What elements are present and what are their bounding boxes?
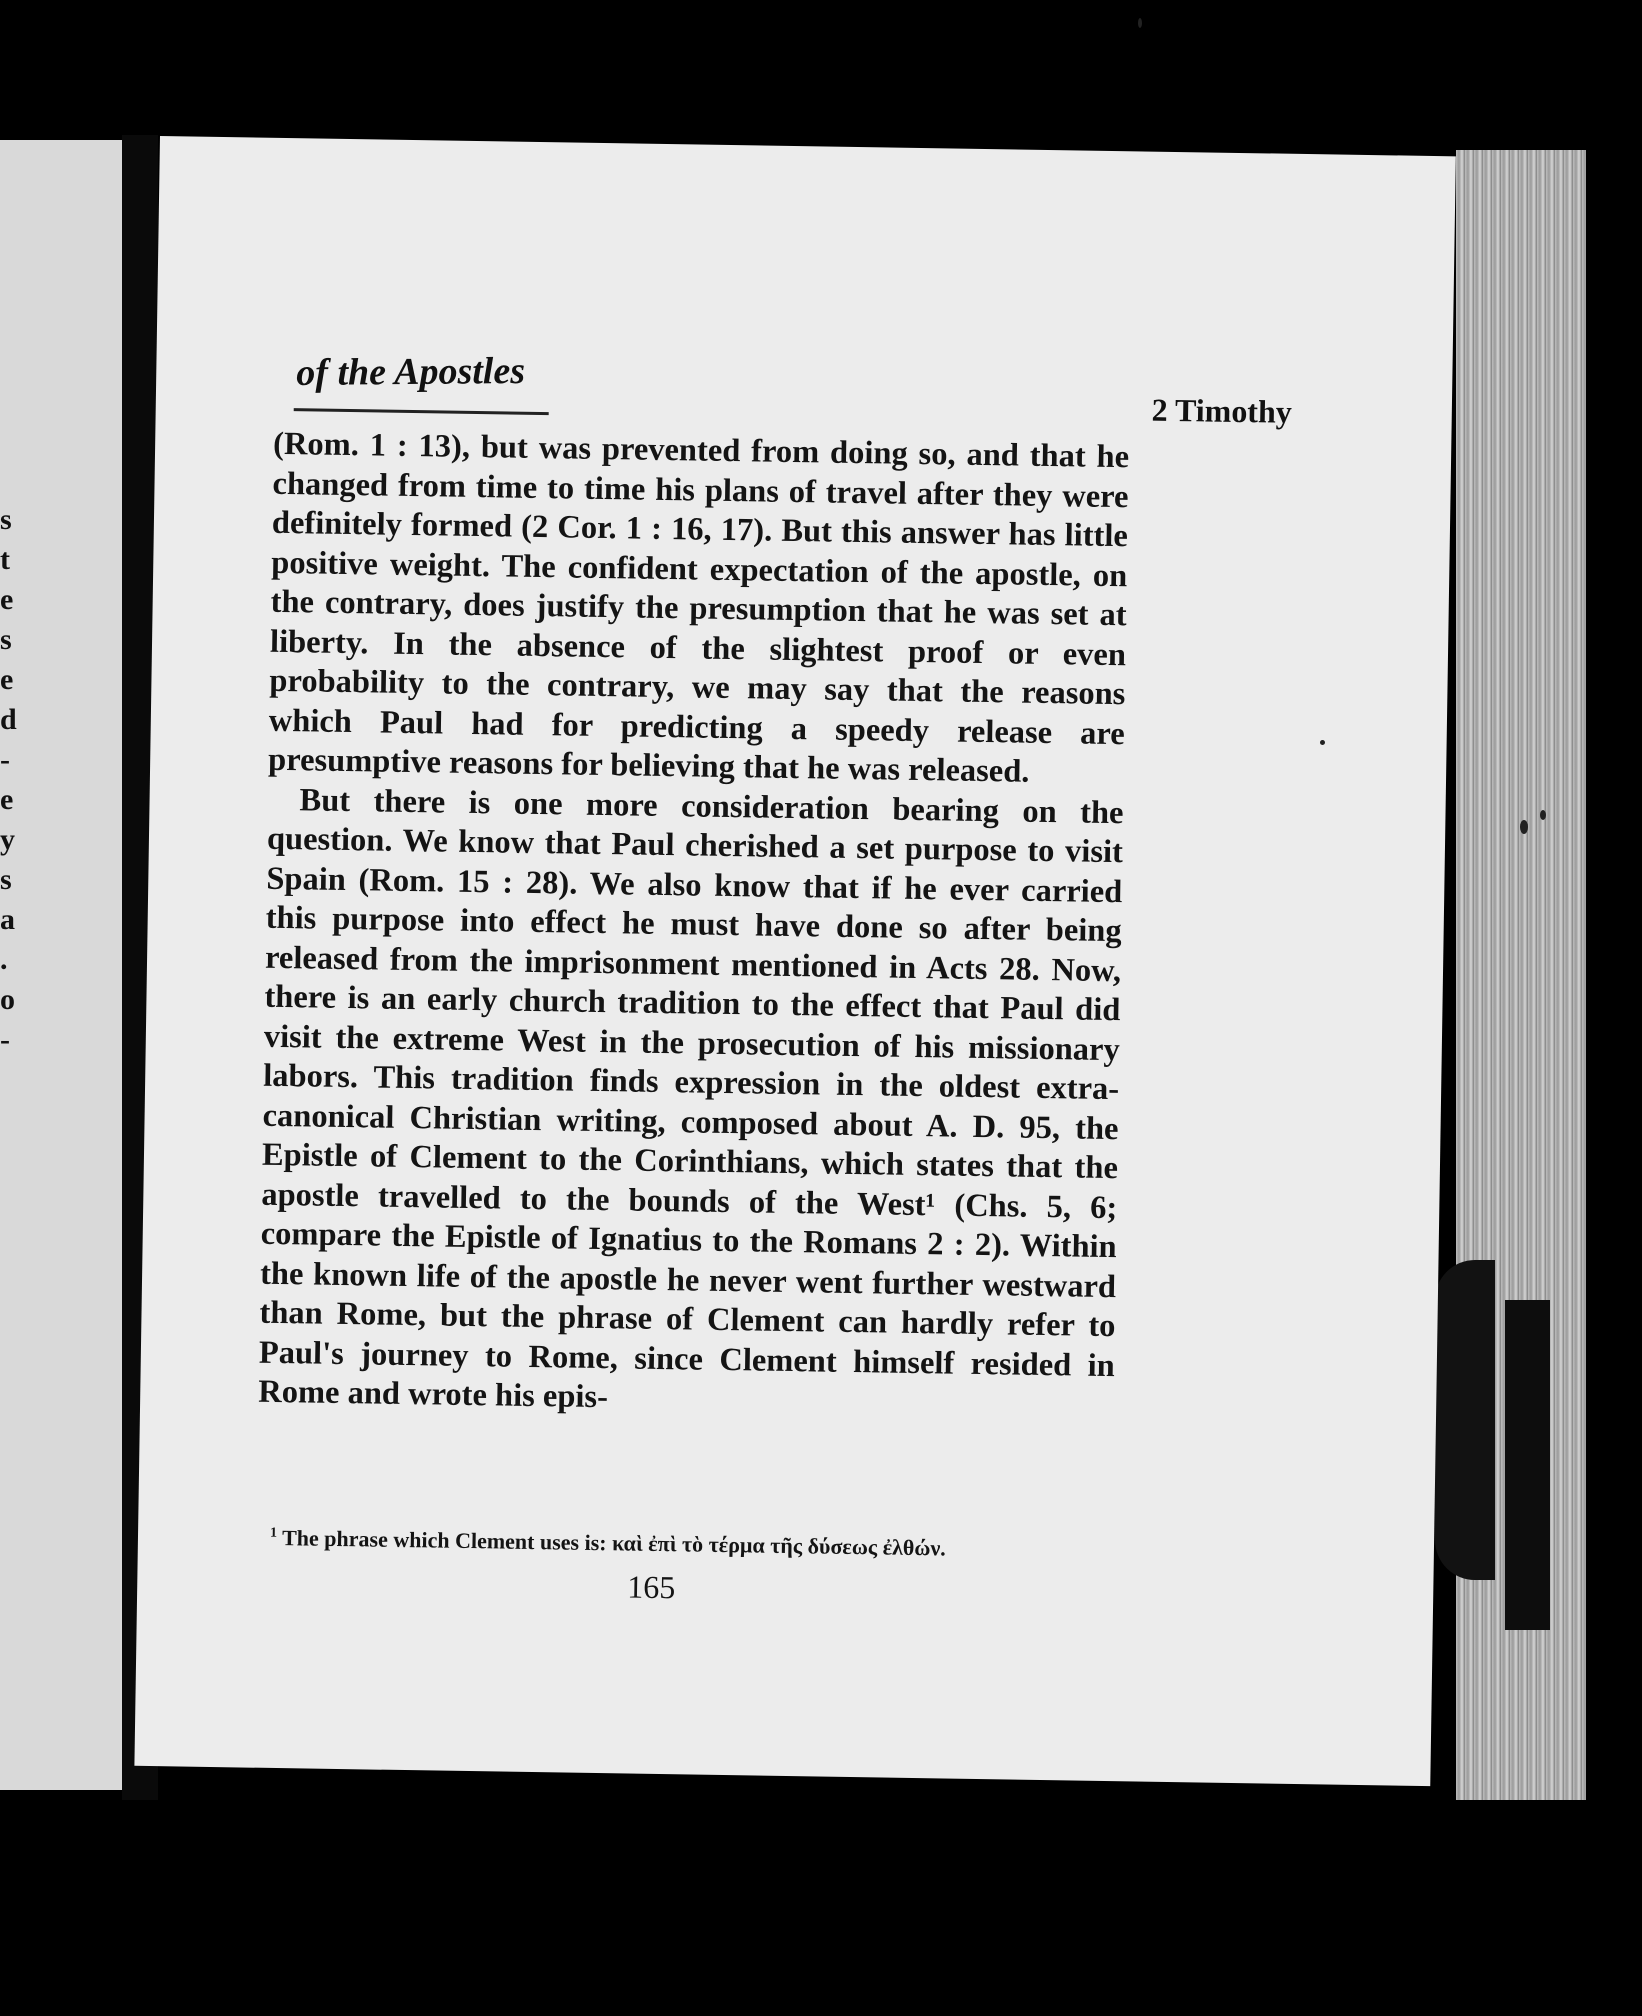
left-fragment: o	[0, 983, 15, 1016]
book-page	[134, 136, 1455, 1786]
body-text	[258, 425, 1129, 1426]
left-fragment: y	[0, 823, 15, 856]
left-fragment: t	[0, 543, 10, 576]
footnote-text: The phrase which Clement uses is: καὶ ἐπὶ τὸ τέρμα τῆς δύσεως ἐλθών.	[281, 1525, 946, 1561]
page-number: 165	[626, 1568, 676, 1606]
edge-shadow	[1505, 1300, 1550, 1630]
running-head-right: 2 Timothy	[1151, 391, 1293, 430]
left-fragment: s	[0, 623, 12, 656]
left-fragment: s	[0, 863, 12, 896]
left-fragment: a	[0, 903, 15, 936]
left-fragment: e	[0, 783, 14, 816]
left-page	[0, 140, 130, 1790]
left-fragment: e	[0, 583, 14, 616]
footnote	[270, 1525, 1112, 1564]
edge-shadow	[1435, 1260, 1495, 1580]
running-head-rule	[294, 408, 549, 415]
left-fragment: e	[0, 663, 14, 696]
running-head-left: of the Apostles	[296, 349, 526, 394]
left-fragment: -	[0, 743, 10, 776]
footnote-marker: 1	[269, 1525, 278, 1541]
left-fragment: .	[0, 943, 8, 976]
left-fragment: d	[0, 703, 17, 736]
left-page-text-fragments	[0, 500, 18, 1060]
paragraph: (Rom. 1 : 13), but was prevented from doing so, and that he changed from time to time his plans of travel after they were definitely formed (2 Cor. 1 : 16, 17). But this answer has little positive weight. The confident expectation of the apostle, on the contrary, does justify the presumption that he was set at liberty. In the absence of the slightest proof or even probability to the contrary, we may say that the reasons which Paul had for predicting a speedy release are presumptive reasons for believing that he was released.	[267, 425, 1130, 790]
paragraph: But there is one more consideration bearing on the question. We know that Paul cherished a set purpose to visit Spain (Rom. 15 : 28). We also know that if he ever carried this purpose into effect he must have done so after being released from the imprisonment mentioned in Acts 28. Now, there is an early church tradition to the effect that Paul did visit the extreme West in the prosecution of his missionary labors. This tradition finds expression in the oldest extra-canonical Christian writing, composed about A. D. 95, the Epistle of Clement to the Corinthians, which states that the apostle travelled to the bounds of the West¹ (Chs. 5, 6; compare the Epistle of Ignatius to the Romans 2 : 2). Within the known life of the apostle he never went further westward than Rome, but the phrase of Clement can hardly refer to Paul's journey to Rome, since Clement himself resided in Rome and wrote his epis-	[258, 781, 1124, 1416]
left-fragment: s	[0, 503, 12, 536]
left-fragment: -	[0, 1023, 10, 1056]
